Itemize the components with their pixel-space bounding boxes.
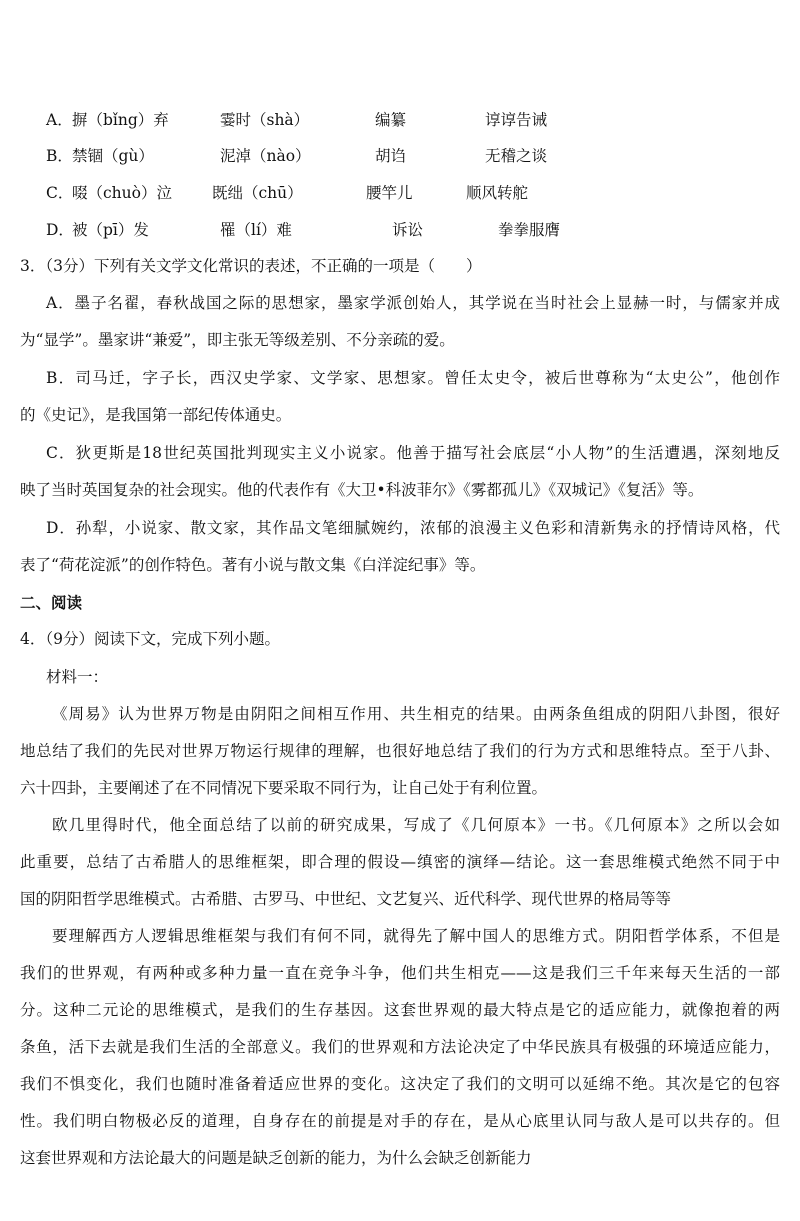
option-word: 啜（chuò）泣 xyxy=(72,184,172,202)
option-label: A． xyxy=(46,111,73,129)
option-row-b xyxy=(46,144,766,168)
option-word: 编纂 xyxy=(375,111,407,129)
option-word: 霎时（shà） xyxy=(220,111,310,129)
q3-option-c-line1: C．狄更斯是18世纪英国批判现实主义小说家。他善于描写社会底层“小人物”的生活遭遇，深刻地反 xyxy=(46,444,780,462)
q3-option-d-line1: D．孙犁，小说家、散文家，其作品文笔细腻婉约，浓郁的浪漫主义色彩和清新隽永的抒情诗风格，代 xyxy=(46,519,780,537)
option-row-d xyxy=(46,218,766,242)
q3-option-b-line1: B．司马迁，字子长，西汉史学家、文学家、思想家。曾任太史令，被后世尊称为“太史公”，他创作 xyxy=(46,369,780,387)
paragraph-1-line: 《周易》认为世界万物是由阴阳之间相互作用、共生相克的结果。由两条鱼组成的阴阳八卦图，很好 xyxy=(52,705,780,723)
question-4-stem: 4．（9分）阅读下文，完成下列小题。 xyxy=(20,630,280,648)
q3-option-a-line1: A．墨子名翟，春秋战国之际的思想家，墨家学派创始人，其学说在当时社会上显赫一时，与儒家并成 xyxy=(46,294,780,312)
paragraph-3-line: 要理解西方人逻辑思维框架与我们有何不同，就得先了解中国人的思维方式。阴阳哲学体系，不但是 xyxy=(52,927,780,945)
option-word: 既绌（chū） xyxy=(212,184,303,202)
option-word: 被（pī）发 xyxy=(72,221,149,239)
q3-option-c-line2: 映了当时英国复杂的社会现实。他的代表作有《大卫•科波菲尔》《雾都孤儿》《双城记》《复活》等。 xyxy=(20,481,704,499)
paragraph-3-line: 条鱼，活下去就是我们生活的全部意义。我们的世界观和方法论决定了中华民族具有极强的环境适应能力， xyxy=(20,1038,780,1056)
option-word: 谆谆告诫 xyxy=(485,111,548,129)
option-row-c xyxy=(46,181,766,205)
option-label: C． xyxy=(46,184,74,202)
option-word: 无稽之谈 xyxy=(485,147,548,165)
question-3-stem: 3．（3分）下列有关文学文化常识的表述，不正确的一项是（ ） xyxy=(20,257,482,275)
option-row-a xyxy=(46,108,766,132)
paragraph-3-line: 这套世界观和方法论最大的问题是缺乏创新的能力，为什么会缺乏创新能力 xyxy=(20,1149,532,1167)
q3-option-b-line2: 的《史记》，是我国第一部纪传体通史。 xyxy=(20,406,292,424)
paragraph-1-line: 六十四卦，主要阐述了在不同情况下要采取不同行为，让自己处于有利位置。 xyxy=(20,779,548,797)
option-word: 腰竿儿 xyxy=(366,184,413,202)
option-word: 泥淖（nào） xyxy=(220,147,311,165)
option-label: B． xyxy=(46,147,73,165)
option-word: 禁锢（gù） xyxy=(72,147,154,165)
paragraph-3-line: 分。这种二元论的思维模式，是我们的生存基因。这套世界观的最大特点是它的适应能力，就像抱着的两 xyxy=(20,1001,780,1019)
option-word: 胡诌 xyxy=(375,147,407,165)
option-word: 诉讼 xyxy=(392,221,424,239)
paragraph-1-line: 地总结了我们的先民对世界万物运行规律的理解，也很好地总结了我们的行为方式和思维特点。至于八卦、 xyxy=(20,742,780,760)
paragraph-3-line: 我们不惧变化，我们也随时准备着适应世界的变化。这决定了我们的文明可以延绵不绝。其次是它的包容 xyxy=(20,1075,780,1093)
material-label: 材料一： xyxy=(46,668,109,686)
paragraph-3-line: 我们的世界观，有两种或多种力量一直在竞争斗争，他们共生相克——这是我们三千年来每天生活的一部 xyxy=(20,964,780,982)
option-word: 摒（bǐng）弃 xyxy=(72,111,169,129)
option-word: 拳拳服膺 xyxy=(498,221,561,239)
paragraph-3-line: 性。我们明白物极必反的道理，自身存在的前提是对手的存在，是从心底里认同与敌人是可以共存的。但 xyxy=(20,1112,780,1130)
option-word: 顺风转舵 xyxy=(466,184,529,202)
paragraph-2-line: 此重要，总结了古希腊人的思维框架，即合理的假设—缜密的演绎—结论。这一套思维模式绝然不同于中 xyxy=(20,853,780,871)
q3-option-a-line2: 为“显学”。墨家讲“兼爱”，即主张无等级差别、不分亲疏的爱。 xyxy=(20,331,455,349)
option-label: D． xyxy=(46,221,74,239)
q3-option-d-line2: 表了“荷花淀派”的创作特色。著有小说与散文集《白洋淀纪事》等。 xyxy=(20,556,486,574)
option-word: 罹（lí）难 xyxy=(220,221,292,239)
paragraph-2-line: 欧几里得时代，他全面总结了以前的研究成果，写成了《几何原本》一书。《几何原本》之所以会如 xyxy=(52,816,780,834)
paragraph-2-line: 国的阴阳哲学思维模式。古希腊、古罗马、中世纪、文艺复兴、近代科学、现代世界的格局等等 xyxy=(20,890,672,908)
section-heading: 二、阅读 xyxy=(20,593,83,612)
